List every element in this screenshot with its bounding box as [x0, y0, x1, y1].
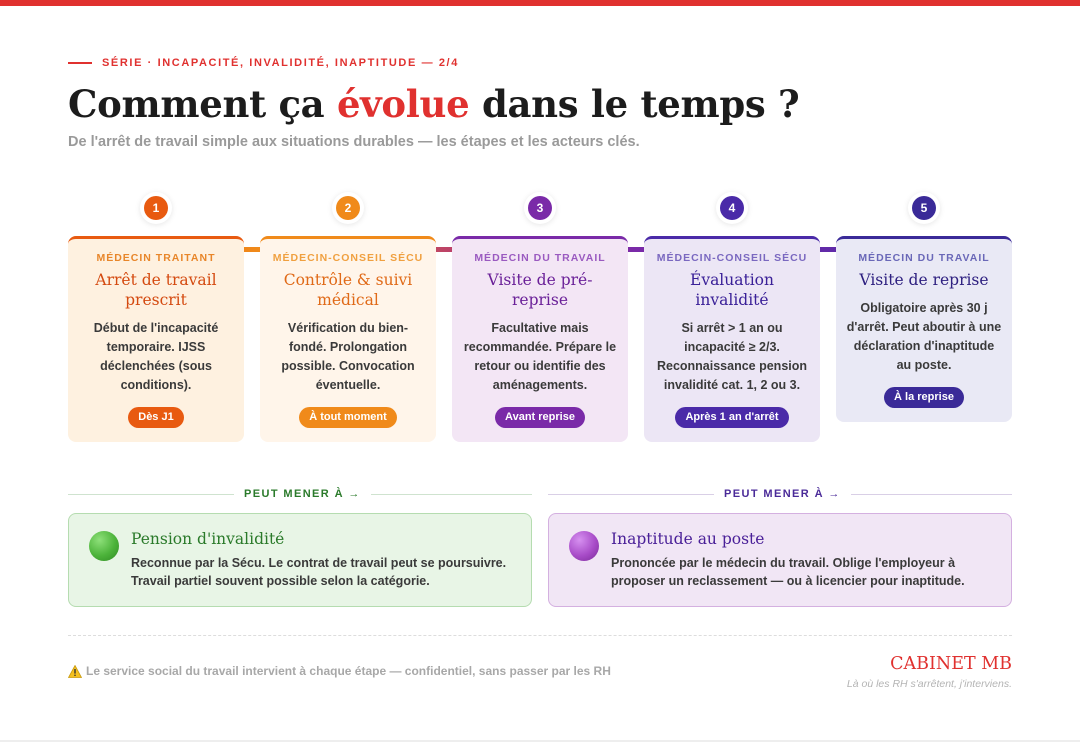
step-4-number: 4: [720, 196, 744, 220]
step-title: Contrôle & suivi médical: [283, 271, 413, 309]
outcome-card-invalidity: [68, 513, 532, 607]
top-accent-bar: [0, 0, 1080, 6]
green-circle-icon: [89, 531, 119, 561]
outcome-title: Inaptitude au poste: [611, 530, 765, 548]
step-card-5: [836, 236, 1012, 422]
step-description: Vérification du bien-fondé. Prolongation possible. Convocation éventuelle.: [281, 321, 415, 392]
step-card-2: [260, 236, 436, 442]
step-badge: Après 1 an d'arrêt: [675, 407, 788, 428]
title-part-2: dans le temps ?: [469, 82, 800, 126]
title-accent: évolue: [336, 82, 470, 126]
step-badge: À la reprise: [884, 387, 964, 408]
footer-note-text: Le service social du travail intervient à chaque étape — confidentiel, sans passer par les RH: [86, 664, 611, 678]
step-card-4: [644, 236, 820, 442]
title-part-1: Comment ça: [68, 82, 337, 126]
step-2-number: 2: [336, 196, 360, 220]
outcome-title: Pension d'invalidité: [131, 530, 285, 548]
series-label: [68, 57, 459, 69]
outcome-description: Prononcée par le médecin du travail. Oblige l'employeur à proposer un reclassement — ou à licencier pour inaptitude.: [611, 556, 965, 588]
step-role: MÉDECIN DU TRAVAIL: [474, 252, 606, 264]
footer-separator: [68, 635, 1012, 636]
step-3-number: 3: [528, 196, 552, 220]
step-1-number: 1: [144, 196, 168, 220]
step-card-1: [68, 236, 244, 442]
page-title: [68, 82, 799, 126]
step-role: MÉDECIN DU TRAVAIL: [858, 252, 990, 264]
outcome-label-left: PEUT MENER À →: [234, 488, 371, 500]
step-card-3: [452, 236, 628, 442]
step-role: MÉDECIN TRAITANT: [96, 252, 216, 264]
series-dash: [68, 62, 92, 64]
step-description: Début de l'incapacité temporaire. IJSS déclenchées (sous conditions).: [93, 321, 219, 392]
step-role: MÉDECIN-CONSEIL SÉCU: [272, 252, 424, 264]
step-badge: Dès J1: [128, 407, 183, 428]
warning-icon: [68, 665, 82, 678]
step-title: Visite de reprise: [859, 271, 989, 289]
step-description: Si arrêt > 1 an ou incapacité ≥ 2/3. Reconnaissance pension invalidité cat. 1, 2 ou 3.: [656, 321, 808, 392]
step-role: MÉDECIN-CONSEIL SÉCU: [656, 252, 808, 264]
step-title: Visite de pré-reprise: [487, 271, 593, 309]
brand-name: CABINET MB: [890, 654, 1012, 674]
page-subtitle: De l'arrêt de travail simple aux situations durables — les étapes et les acteurs clés.: [68, 134, 640, 150]
step-title: Évaluation invalidité: [690, 271, 774, 309]
footer-note: [68, 664, 611, 678]
step-badge: À tout moment: [299, 407, 397, 428]
step-badge: Avant reprise: [495, 407, 585, 428]
outcome-card-inaptitude: [548, 513, 1012, 607]
brand-tagline: Là où les RH s'arrêtent, j'interviens.: [846, 678, 1012, 690]
purple-circle-icon: [569, 531, 599, 561]
step-5-number: 5: [912, 196, 936, 220]
step-description: Facultative mais recommandée. Prépare le retour ou identifie des aménagements.: [463, 321, 617, 392]
series-text: SÉRIE · INCAPACITÉ, INVALIDITÉ, INAPTITUDE — 2/4: [102, 57, 459, 69]
outcome-label-right: PEUT MENER À →: [714, 488, 851, 500]
outcome-description: Reconnue par la Sécu. Le contrat de travail peut se poursuivre. Travail partiel souvent possible selon la catégorie.: [131, 556, 507, 588]
step-title: Arrêt de travail prescrit: [95, 271, 217, 309]
step-description: Obligatoire après 30 j d'arrêt. Peut aboutir à une déclaration d'inaptitude au poste.: [846, 301, 1002, 372]
